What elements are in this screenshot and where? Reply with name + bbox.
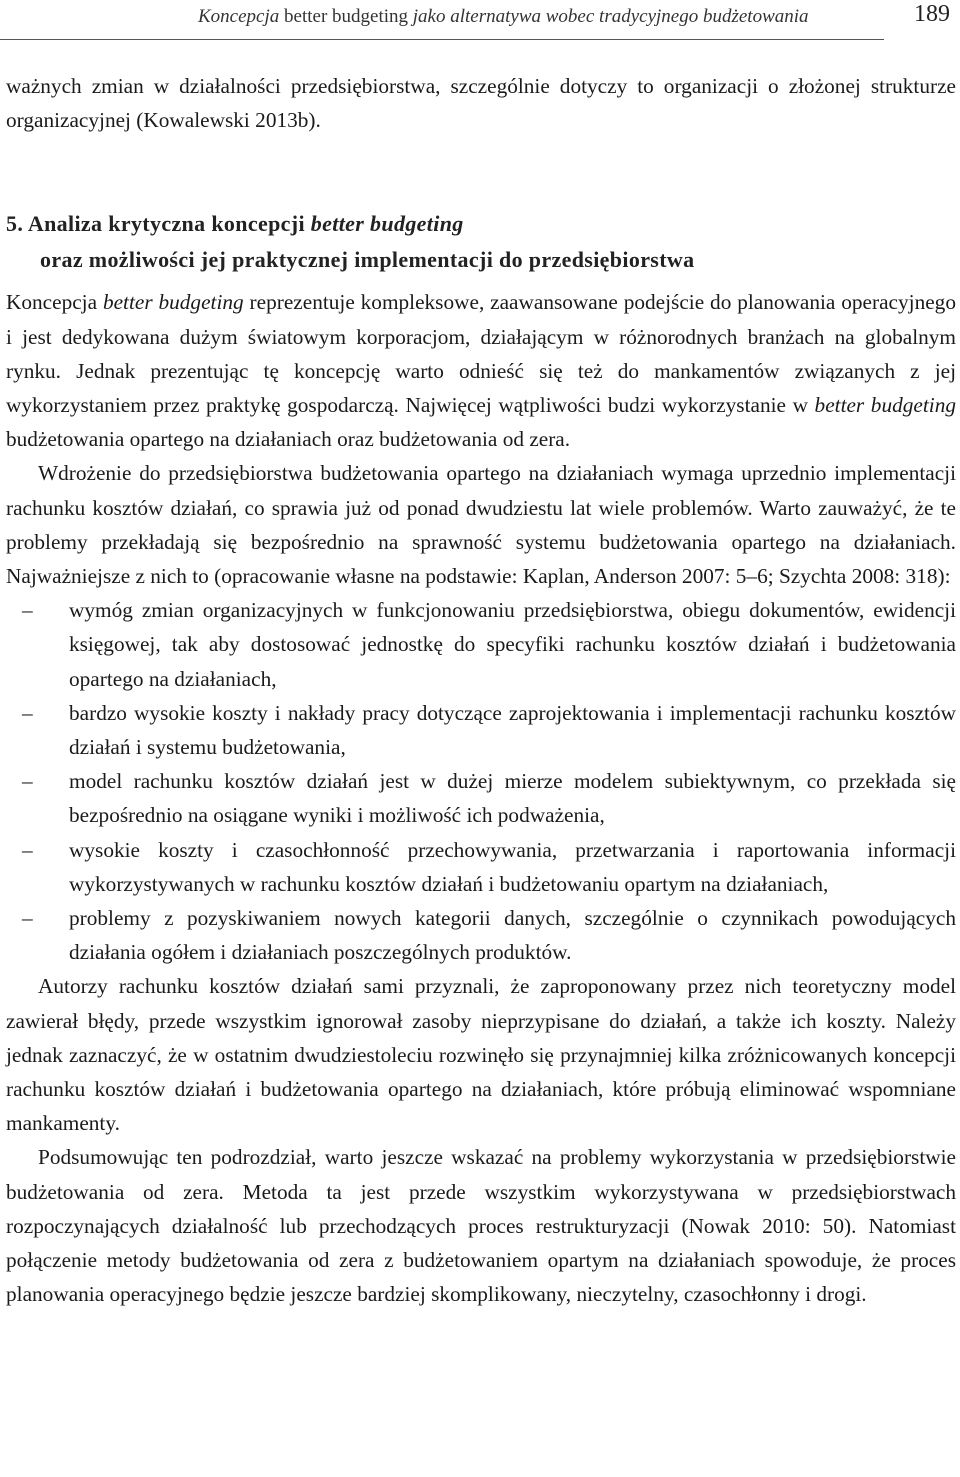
list-dash: –	[22, 700, 33, 725]
list-item-text: wymóg zmian organizacyjnych w funkcjonowaniu przedsiębiorstwa, obiegu dokumentów, ewidencji księgowej, tak aby dostosować jednostkę do specyfiki rachunku kosztów działań i budżetowania opartego na działaniach,	[69, 598, 956, 691]
section-number: 5.	[6, 211, 24, 237]
paragraph-intro-emphasis: better budgeting	[102, 290, 244, 315]
list-dash: –	[22, 906, 33, 931]
paragraph-authors: Autorzy rachunku kosztów działań sami przyznali, że zaproponowany przez nich teoretyczny model zawierał błędy, przede wszystkim ignorował zasoby nieprzypisane do działań, a także ich koszty. Należy jednak zaznaczyć, że w ostatnim dwudziestoleciu rozwinęło się przynajmniej kilka zróżnicowanych koncepcji rachunku kosztów działań i budżetowania opartego na działaniach, które próbują eliminować wspomniane mankamenty.	[6, 974, 956, 1136]
paragraph-problems: Wdrożenie do przedsiębiorstwa budżetowania opartego na działaniach wymaga uprzednio implementacji rachunku kosztów działań, co sprawia już od ponad dwudziestu lat wiele problemów. Warto zauważyć, że te problemy przekładają się bezpośrednio na sprawność systemu budżetowania opartego na działaniach. Najważniejsze z nich to (opracowanie własne na podstawie: Kaplan, Anderson 2007: 5–6; Szychta 2008: 318):	[6, 461, 956, 589]
paragraph-intro-text-b: reprezentuje kompleksowe, zaawansowane podejście do planowania operacyjnego i jest dedykowana dużym światowym korporacjom, działającym w różnorodnych branżach na globalnym rynku. Jednak prezentując tę koncepcję warto odnieść się też do mankamentów związanych z jej wykorzystaniem przez praktykę gospodarczą. Najwięcej wątpliwości budzi wykorzystanie w	[6, 290, 956, 418]
page-body	[6, 69, 956, 1312]
list-item-text: model rachunku kosztów działań jest w dużej mierze modelem subiektywnym, co przekłada się bezpośrednio na osiągane wyniki i możliwość ich podważenia,	[69, 769, 956, 828]
section-title-line2: oraz możliwości jej praktycznej implementacji do przedsiębiorstwa	[40, 247, 695, 273]
paragraph-intro-text-c: budżetowania opartego na działaniach oraz budżetowania od zera.	[6, 427, 571, 452]
paragraph-continued: ważnych zmian w działalności przedsiębiorstwa, szczególnie dotyczy to organizacji o złożonej strukturze organizacyjnej (Kowalewski 2013b).	[6, 74, 956, 133]
list-dash: –	[22, 837, 33, 862]
list-item	[6, 696, 956, 764]
paragraph-intro	[6, 285, 956, 456]
list-item	[6, 593, 956, 696]
list-dash: –	[22, 598, 33, 623]
page-number: 189	[914, 1, 950, 27]
list-item-text: problemy z pozyskiwaniem nowych kategorii danych, szczególnie o czynnikach powodujących działania ogółem i działaniach poszczególnych produktów.	[69, 906, 956, 965]
list-item	[6, 901, 956, 969]
list-item-text: wysokie koszty i czasochłonność przechowywania, przetwarzania i raportowania informacji wykorzystywanych w rachunku kosztów działań i budżetowaniu opartym na działaniach,	[69, 837, 956, 896]
section-title-part1: Analiza krytyczna koncepcji	[23, 211, 311, 237]
paragraph-intro-emphasis-2: better budgeting	[814, 393, 956, 418]
problems-list	[6, 593, 956, 969]
paragraph-intro-text-a: Koncepcja	[6, 290, 103, 315]
running-title-part3: jako alternatywa wobec tradycyjnego budżetowania	[412, 6, 809, 27]
running-title-part2: better budgeting	[279, 6, 413, 27]
list-item	[6, 833, 956, 901]
header-divider	[0, 39, 884, 40]
list-item	[6, 764, 956, 832]
page-header	[0, 0, 960, 44]
section-title-emphasis: better budgeting	[310, 211, 464, 237]
running-title-part1: Koncepcja	[198, 6, 280, 27]
list-dash: –	[22, 769, 33, 794]
paragraph-summary: Podsumowując ten podrozdział, warto jeszcze wskazać na problemy wykorzystania w przedsiębiorstwie budżetowania od zera. Metoda ta jest przede wszystkim wykorzystywana w przedsiębiorstwach rozpoczynających działalność lub przechodzących proces restrukturyzacji (Nowak 2010: 50). Natomiast połączenie metody budżetowania od zera z budżetowaniem opartym na działaniach spowoduje, że proces planowania operacyjnego będzie jeszcze bardziej skomplikowany, nieczytelny, czasochłonny i drogi.	[6, 1145, 956, 1307]
section-heading	[6, 206, 956, 278]
running-title	[198, 6, 809, 28]
list-item-text: bardzo wysokie koszty i nakłady pracy dotyczące zaprojektowania i implementacji rachunku kosztów działań i systemu budżetowania,	[69, 700, 956, 760]
